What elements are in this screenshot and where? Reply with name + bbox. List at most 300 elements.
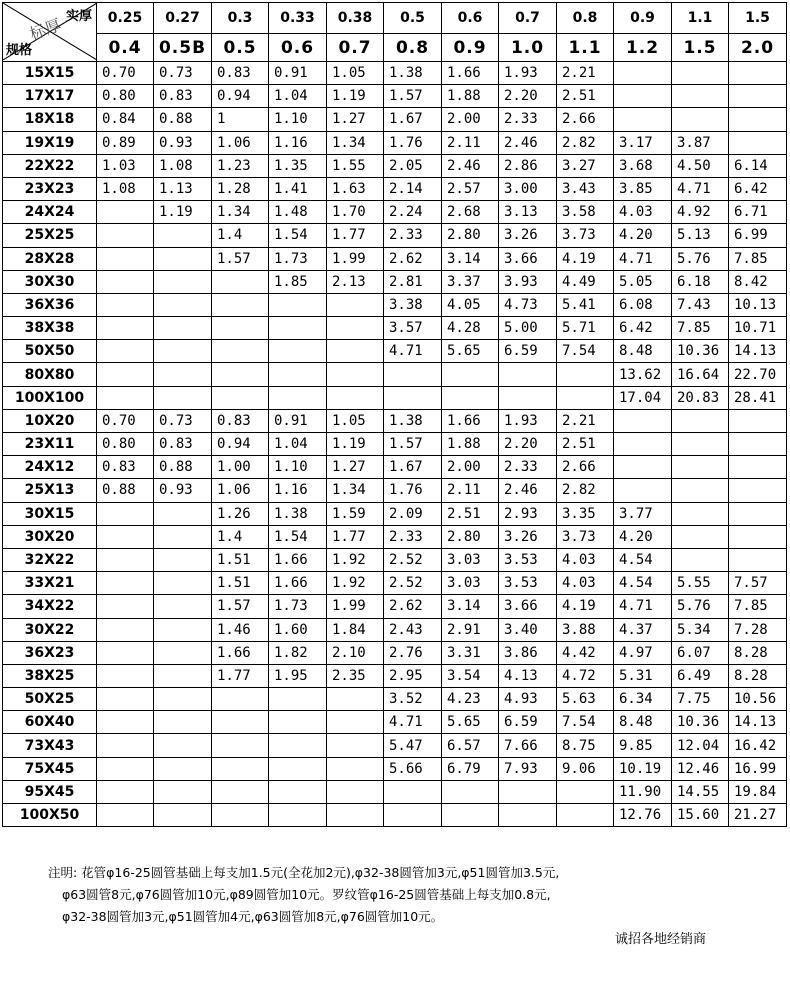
price-cell: 11.90	[614, 780, 672, 803]
spec-cell: 19X19	[3, 131, 97, 154]
price-cell: 3.27	[557, 154, 614, 177]
table-row	[3, 293, 787, 316]
price-cell	[154, 270, 212, 293]
price-cell	[729, 409, 787, 432]
price-cell: 5.13	[672, 224, 729, 247]
notes-block	[48, 862, 560, 928]
spec-cell: 33X21	[3, 572, 97, 595]
price-cell	[154, 757, 212, 780]
price-cell: 19.84	[729, 780, 787, 803]
price-cell: 4.54	[614, 548, 672, 571]
table-row	[3, 688, 787, 711]
price-cell: 1.04	[269, 433, 327, 456]
price-cell: 1.57	[212, 595, 269, 618]
price-cell	[97, 293, 154, 316]
price-cell: 7.54	[557, 711, 614, 734]
price-cell: 0.93	[154, 479, 212, 502]
price-cell	[499, 780, 557, 803]
price-cell	[269, 340, 327, 363]
price-cell: 15.60	[672, 804, 729, 827]
price-cell: 3.53	[499, 572, 557, 595]
price-cell: 4.73	[499, 293, 557, 316]
price-cell: 6.79	[442, 757, 499, 780]
price-cell: 1.51	[212, 548, 269, 571]
price-cell: 3.26	[499, 224, 557, 247]
price-cell: 0.88	[154, 108, 212, 131]
table-row	[3, 525, 787, 548]
price-cell	[154, 734, 212, 757]
price-cell: 7.57	[729, 572, 787, 595]
price-cell: 3.38	[384, 293, 442, 316]
price-cell: 1.92	[327, 548, 384, 571]
table-row	[3, 548, 787, 571]
price-cell: 7.85	[672, 317, 729, 340]
price-cell: 3.66	[499, 595, 557, 618]
price-cell: 2.91	[442, 618, 499, 641]
table-row	[3, 247, 787, 270]
price-cell	[97, 664, 154, 687]
price-cell: 2.51	[557, 433, 614, 456]
price-cell	[154, 595, 212, 618]
price-cell: 3.14	[442, 247, 499, 270]
table-row	[3, 641, 787, 664]
price-table-body	[3, 3, 787, 827]
spec-cell: 73X43	[3, 734, 97, 757]
price-cell	[154, 804, 212, 827]
spec-cell: 30X15	[3, 502, 97, 525]
price-cell: 3.31	[442, 641, 499, 664]
price-cell	[154, 688, 212, 711]
price-cell: 7.85	[729, 247, 787, 270]
table-row	[3, 224, 787, 247]
price-cell	[499, 804, 557, 827]
price-cell	[327, 804, 384, 827]
price-cell: 7.43	[672, 293, 729, 316]
price-cell	[672, 456, 729, 479]
price-cell: 6.42	[614, 317, 672, 340]
price-cell: 2.80	[442, 224, 499, 247]
price-cell: 5.65	[442, 711, 499, 734]
price-cell: 4.54	[614, 572, 672, 595]
price-cell: 14.13	[729, 711, 787, 734]
price-cell: 4.20	[614, 525, 672, 548]
actual-thickness-header: 1.1	[672, 3, 729, 34]
price-cell	[672, 108, 729, 131]
price-cell	[614, 108, 672, 131]
price-cell: 8.75	[557, 734, 614, 757]
nominal-thickness-header: 1.5	[672, 34, 729, 62]
price-cell: 5.71	[557, 317, 614, 340]
table-row	[3, 502, 787, 525]
price-cell: 0.80	[97, 433, 154, 456]
price-cell: 1.93	[499, 409, 557, 432]
price-cell: 1.99	[327, 595, 384, 618]
price-cell	[154, 224, 212, 247]
price-cell: 3.00	[499, 177, 557, 200]
price-cell: 1.26	[212, 502, 269, 525]
price-cell: 2.33	[499, 456, 557, 479]
price-cell: 2.21	[557, 62, 614, 85]
price-cell: 3.57	[384, 317, 442, 340]
price-cell: 1.19	[327, 433, 384, 456]
price-cell: 4.92	[672, 201, 729, 224]
price-cell: 1.76	[384, 131, 442, 154]
price-cell	[154, 386, 212, 409]
price-cell: 1.34	[327, 479, 384, 502]
price-cell: 2.66	[557, 108, 614, 131]
price-cell: 10.36	[672, 711, 729, 734]
price-cell	[672, 525, 729, 548]
nominal-thickness-header: 0.8	[384, 34, 442, 62]
price-cell	[729, 85, 787, 108]
price-cell	[269, 386, 327, 409]
price-cell: 2.46	[499, 131, 557, 154]
price-cell	[557, 363, 614, 386]
price-cell: 0.80	[97, 85, 154, 108]
price-cell	[97, 804, 154, 827]
spec-cell: 18X18	[3, 108, 97, 131]
price-cell: 2.51	[442, 502, 499, 525]
spec-cell: 30X20	[3, 525, 97, 548]
price-cell	[672, 409, 729, 432]
price-cell: 2.46	[442, 154, 499, 177]
price-cell	[97, 618, 154, 641]
price-cell: 0.94	[212, 85, 269, 108]
price-cell	[97, 780, 154, 803]
price-cell	[729, 479, 787, 502]
price-cell	[614, 62, 672, 85]
price-cell	[97, 572, 154, 595]
price-cell: 5.63	[557, 688, 614, 711]
price-cell	[327, 386, 384, 409]
table-row	[3, 711, 787, 734]
table-row	[3, 340, 787, 363]
price-cell	[442, 804, 499, 827]
price-cell	[672, 433, 729, 456]
price-cell: 1.88	[442, 85, 499, 108]
spec-cell: 23X23	[3, 177, 97, 200]
price-cell	[269, 293, 327, 316]
price-cell: 4.93	[499, 688, 557, 711]
price-cell	[729, 108, 787, 131]
table-row	[3, 177, 787, 200]
price-cell: 1.08	[154, 154, 212, 177]
actual-thickness-header: 0.8	[557, 3, 614, 34]
price-cell: 2.20	[499, 433, 557, 456]
price-cell: 0.84	[97, 108, 154, 131]
price-cell	[729, 525, 787, 548]
price-cell	[327, 757, 384, 780]
header-corner	[3, 3, 97, 62]
price-cell: 2.62	[384, 247, 442, 270]
price-cell	[442, 363, 499, 386]
spec-cell: 23X11	[3, 433, 97, 456]
price-cell: 12.46	[672, 757, 729, 780]
price-cell	[97, 201, 154, 224]
price-cell: 14.13	[729, 340, 787, 363]
price-cell: 5.65	[442, 340, 499, 363]
price-cell: 10.56	[729, 688, 787, 711]
price-cell	[154, 247, 212, 270]
price-cell: 0.91	[269, 409, 327, 432]
price-cell	[384, 804, 442, 827]
price-cell	[212, 317, 269, 340]
actual-thickness-label: 实厚	[65, 9, 92, 24]
price-cell: 3.14	[442, 595, 499, 618]
price-cell: 6.57	[442, 734, 499, 757]
price-cell	[97, 595, 154, 618]
price-cell: 4.71	[384, 340, 442, 363]
price-cell	[212, 270, 269, 293]
price-cell: 0.91	[269, 62, 327, 85]
price-cell: 5.00	[499, 317, 557, 340]
price-cell	[97, 688, 154, 711]
price-cell: 13.62	[614, 363, 672, 386]
table-row	[3, 131, 787, 154]
price-cell: 6.59	[499, 340, 557, 363]
price-cell	[154, 618, 212, 641]
price-cell: 4.13	[499, 664, 557, 687]
price-cell	[327, 363, 384, 386]
price-cell: 14.55	[672, 780, 729, 803]
spec-cell: 28X28	[3, 247, 97, 270]
price-cell: 3.73	[557, 525, 614, 548]
price-cell: 2.66	[557, 456, 614, 479]
price-cell: 3.52	[384, 688, 442, 711]
price-cell: 1.76	[384, 479, 442, 502]
price-cell	[672, 85, 729, 108]
price-cell: 7.93	[499, 757, 557, 780]
price-cell: 9.06	[557, 757, 614, 780]
price-cell: 1.66	[212, 641, 269, 664]
price-cell: 3.13	[499, 201, 557, 224]
price-cell	[327, 780, 384, 803]
price-cell: 6.14	[729, 154, 787, 177]
price-cell: 6.99	[729, 224, 787, 247]
price-cell: 2.93	[499, 502, 557, 525]
spec-cell: 95X45	[3, 780, 97, 803]
price-cell: 1.41	[269, 177, 327, 200]
price-cell: 2.95	[384, 664, 442, 687]
price-cell: 1.08	[97, 177, 154, 200]
price-cell: 2.81	[384, 270, 442, 293]
price-cell: 2.46	[499, 479, 557, 502]
price-cell	[212, 386, 269, 409]
price-cell: 16.64	[672, 363, 729, 386]
price-cell: 6.59	[499, 711, 557, 734]
nominal-thickness-header: 0.4	[97, 34, 154, 62]
price-cell: 12.04	[672, 734, 729, 757]
price-cell: 2.43	[384, 618, 442, 641]
price-cell: 2.33	[499, 108, 557, 131]
price-cell	[729, 502, 787, 525]
price-cell: 6.08	[614, 293, 672, 316]
price-cell: 3.68	[614, 154, 672, 177]
price-cell	[154, 548, 212, 571]
price-cell: 2.68	[442, 201, 499, 224]
price-cell	[269, 757, 327, 780]
price-cell: 4.20	[614, 224, 672, 247]
price-cell	[97, 224, 154, 247]
price-cell	[97, 386, 154, 409]
price-cell: 1.13	[154, 177, 212, 200]
price-cell: 4.03	[614, 201, 672, 224]
price-cell: 8.48	[614, 340, 672, 363]
price-cell: 1.19	[154, 201, 212, 224]
price-cell	[499, 363, 557, 386]
actual-thickness-header: 0.6	[442, 3, 499, 34]
nominal-thickness-header: 1.2	[614, 34, 672, 62]
price-cell: 4.50	[672, 154, 729, 177]
price-cell: 2.13	[327, 270, 384, 293]
spec-label: 规格	[6, 43, 33, 58]
price-cell: 7.28	[729, 618, 787, 641]
price-cell: 0.88	[154, 456, 212, 479]
price-cell: 1.84	[327, 618, 384, 641]
price-cell	[614, 456, 672, 479]
price-cell: 6.07	[672, 641, 729, 664]
price-cell: 1.38	[269, 502, 327, 525]
table-row	[3, 456, 787, 479]
price-cell: 2.00	[442, 456, 499, 479]
price-cell: 3.77	[614, 502, 672, 525]
price-cell: 1.57	[212, 247, 269, 270]
price-cell: 4.49	[557, 270, 614, 293]
price-cell	[97, 757, 154, 780]
price-cell: 5.41	[557, 293, 614, 316]
price-cell: 7.66	[499, 734, 557, 757]
price-cell: 2.57	[442, 177, 499, 200]
table-row	[3, 386, 787, 409]
price-cell	[672, 502, 729, 525]
price-cell: 2.14	[384, 177, 442, 200]
price-cell: 0.83	[97, 456, 154, 479]
spec-cell: 15X15	[3, 62, 97, 85]
price-cell: 3.88	[557, 618, 614, 641]
table-row	[3, 270, 787, 293]
price-cell: 1.4	[212, 525, 269, 548]
price-cell: 0.73	[154, 409, 212, 432]
price-cell	[212, 734, 269, 757]
price-cell: 6.42	[729, 177, 787, 200]
table-row	[3, 572, 787, 595]
price-cell	[557, 804, 614, 827]
price-cell: 1.99	[327, 247, 384, 270]
price-cell: 2.82	[557, 479, 614, 502]
price-cell: 1.54	[269, 525, 327, 548]
price-cell: 3.35	[557, 502, 614, 525]
price-cell: 20.83	[672, 386, 729, 409]
price-cell: 1.66	[269, 548, 327, 571]
price-cell: 1.73	[269, 247, 327, 270]
price-cell	[97, 734, 154, 757]
price-cell: 6.34	[614, 688, 672, 711]
price-cell: 2.20	[499, 85, 557, 108]
price-cell	[269, 804, 327, 827]
price-cell: 2.11	[442, 131, 499, 154]
actual-thickness-header: 0.38	[327, 3, 384, 34]
table-row	[3, 780, 787, 803]
price-cell: 2.51	[557, 85, 614, 108]
nominal-thickness-row	[3, 34, 787, 62]
spec-cell: 22X22	[3, 154, 97, 177]
note-line: φ32-38圆管加3元,φ51圆管加4元,φ63圆管加8元,φ76圆管加10元。	[62, 909, 444, 924]
price-cell	[327, 711, 384, 734]
price-cell: 1.73	[269, 595, 327, 618]
price-cell: 1.00	[212, 456, 269, 479]
spec-cell: 25X25	[3, 224, 97, 247]
price-cell	[97, 340, 154, 363]
price-cell: 2.76	[384, 641, 442, 664]
price-cell	[97, 641, 154, 664]
price-cell: 4.03	[557, 548, 614, 571]
price-cell: 1.77	[327, 525, 384, 548]
price-cell: 10.71	[729, 317, 787, 340]
table-row	[3, 409, 787, 432]
price-cell: 7.85	[729, 595, 787, 618]
price-cell	[154, 340, 212, 363]
price-cell: 1.06	[212, 131, 269, 154]
price-cell: 4.71	[672, 177, 729, 200]
table-row	[3, 804, 787, 827]
price-cell: 0.73	[154, 62, 212, 85]
note-line: φ63圆管8元,φ76圆管加10元,φ89圆管加10元。罗纹管φ16-25圆管基础上每支加0.8元,	[62, 887, 551, 902]
price-cell	[729, 548, 787, 571]
table-row	[3, 201, 787, 224]
price-cell	[269, 711, 327, 734]
table-row	[3, 757, 787, 780]
price-cell: 0.94	[212, 433, 269, 456]
price-cell	[97, 270, 154, 293]
price-cell: 1.92	[327, 572, 384, 595]
price-cell: 8.28	[729, 664, 787, 687]
price-cell	[729, 62, 787, 85]
price-cell: 1.82	[269, 641, 327, 664]
price-cell: 5.55	[672, 572, 729, 595]
price-cell: 1.46	[212, 618, 269, 641]
price-cell: 0.83	[212, 62, 269, 85]
price-cell	[729, 456, 787, 479]
price-cell: 10.19	[614, 757, 672, 780]
price-cell: 5.76	[672, 595, 729, 618]
price-cell	[384, 386, 442, 409]
price-cell	[154, 711, 212, 734]
price-cell	[154, 502, 212, 525]
price-cell: 0.89	[97, 131, 154, 154]
price-cell: 1.38	[384, 62, 442, 85]
price-cell: 1.16	[269, 479, 327, 502]
price-cell: 1.16	[269, 131, 327, 154]
price-cell	[154, 664, 212, 687]
price-cell: 3.93	[499, 270, 557, 293]
price-cell: 2.62	[384, 595, 442, 618]
price-cell	[154, 641, 212, 664]
actual-thickness-header: 0.5	[384, 3, 442, 34]
price-cell: 17.04	[614, 386, 672, 409]
table-row	[3, 154, 787, 177]
price-cell: 4.71	[384, 711, 442, 734]
spec-cell: 34X22	[3, 595, 97, 618]
table-row	[3, 479, 787, 502]
price-cell: 10.36	[672, 340, 729, 363]
price-cell: 7.75	[672, 688, 729, 711]
price-cell	[614, 85, 672, 108]
price-cell: 1.48	[269, 201, 327, 224]
price-cell: 2.24	[384, 201, 442, 224]
price-cell: 1.67	[384, 456, 442, 479]
price-cell	[672, 62, 729, 85]
price-cell: 1.19	[327, 85, 384, 108]
